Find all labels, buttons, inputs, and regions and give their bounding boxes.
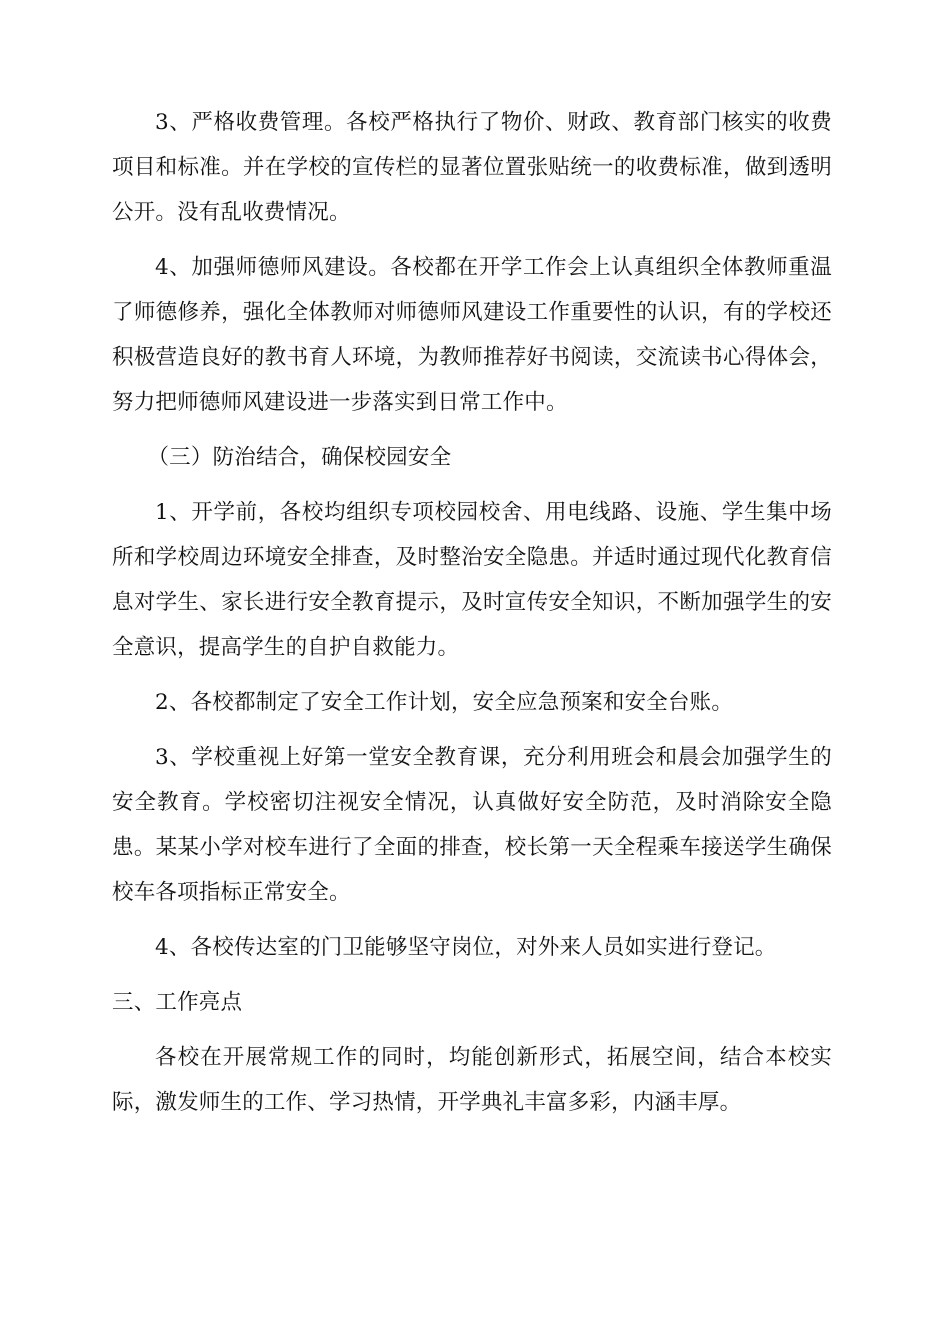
paragraph-safety-education: 3、学校重视上好第一堂安全教育课，充分利用班会和晨会加强学生的安全教育。学校密切注视安全情况，认真做好安全防范，及时消除安全隐患。某某小学对校车进行了全面的排查，校长第一天全程乘车接送学生确保校车各项指标正常安全。 [112,745,832,905]
section-heading-campus-safety: （三）防治结合，确保校园安全 [147,445,452,470]
paragraph-highlights: 各校在开展常规工作的同时，均能创新形式，拓展空间，结合本校实际，激发师生的工作、学习热情，开学典礼丰富多彩，内涵丰厚。 [112,1045,832,1115]
paragraph-safety-inspection: 1、开学前，各校均组织专项校园校舍、用电线路、设施、学生集中场所和学校周边环境安全排查，及时整治安全隐患。并适时通过现代化教育信息对学生、家长进行安全教育提示，及时宣传安全知识，不断加强学生的安全意识，提高学生的自护自救能力。 [112,500,832,660]
document-body [112,100,832,1135]
paragraph-teacher-ethics: 4、加强师德师风建设。各校都在开学工作会上认真组织全体教师重温了师德修养，强化全体教师对师德师风建设工作重要性的认识，有的学校还积极营造良好的教书育人环境，为教师推荐好书阅读，交流读书心得体会，努力把师德师风建设进一步落实到日常工作中。 [112,255,832,415]
paragraph-fee-management: 3、严格收费管理。各校严格执行了物价、财政、教育部门核实的收费项目和标准。并在学校的宣传栏的显著位置张贴统一的收费标准，做到透明公开。没有乱收费情况。 [112,110,832,225]
section-heading-highlights: 三、工作亮点 [112,990,243,1015]
paragraph-gatekeeper: 4、各校传达室的门卫能够坚守岗位，对外来人员如实进行登记。 [155,935,777,960]
paragraph-safety-plan: 2、各校都制定了安全工作计划，安全应急预案和安全台账。 [155,690,734,715]
